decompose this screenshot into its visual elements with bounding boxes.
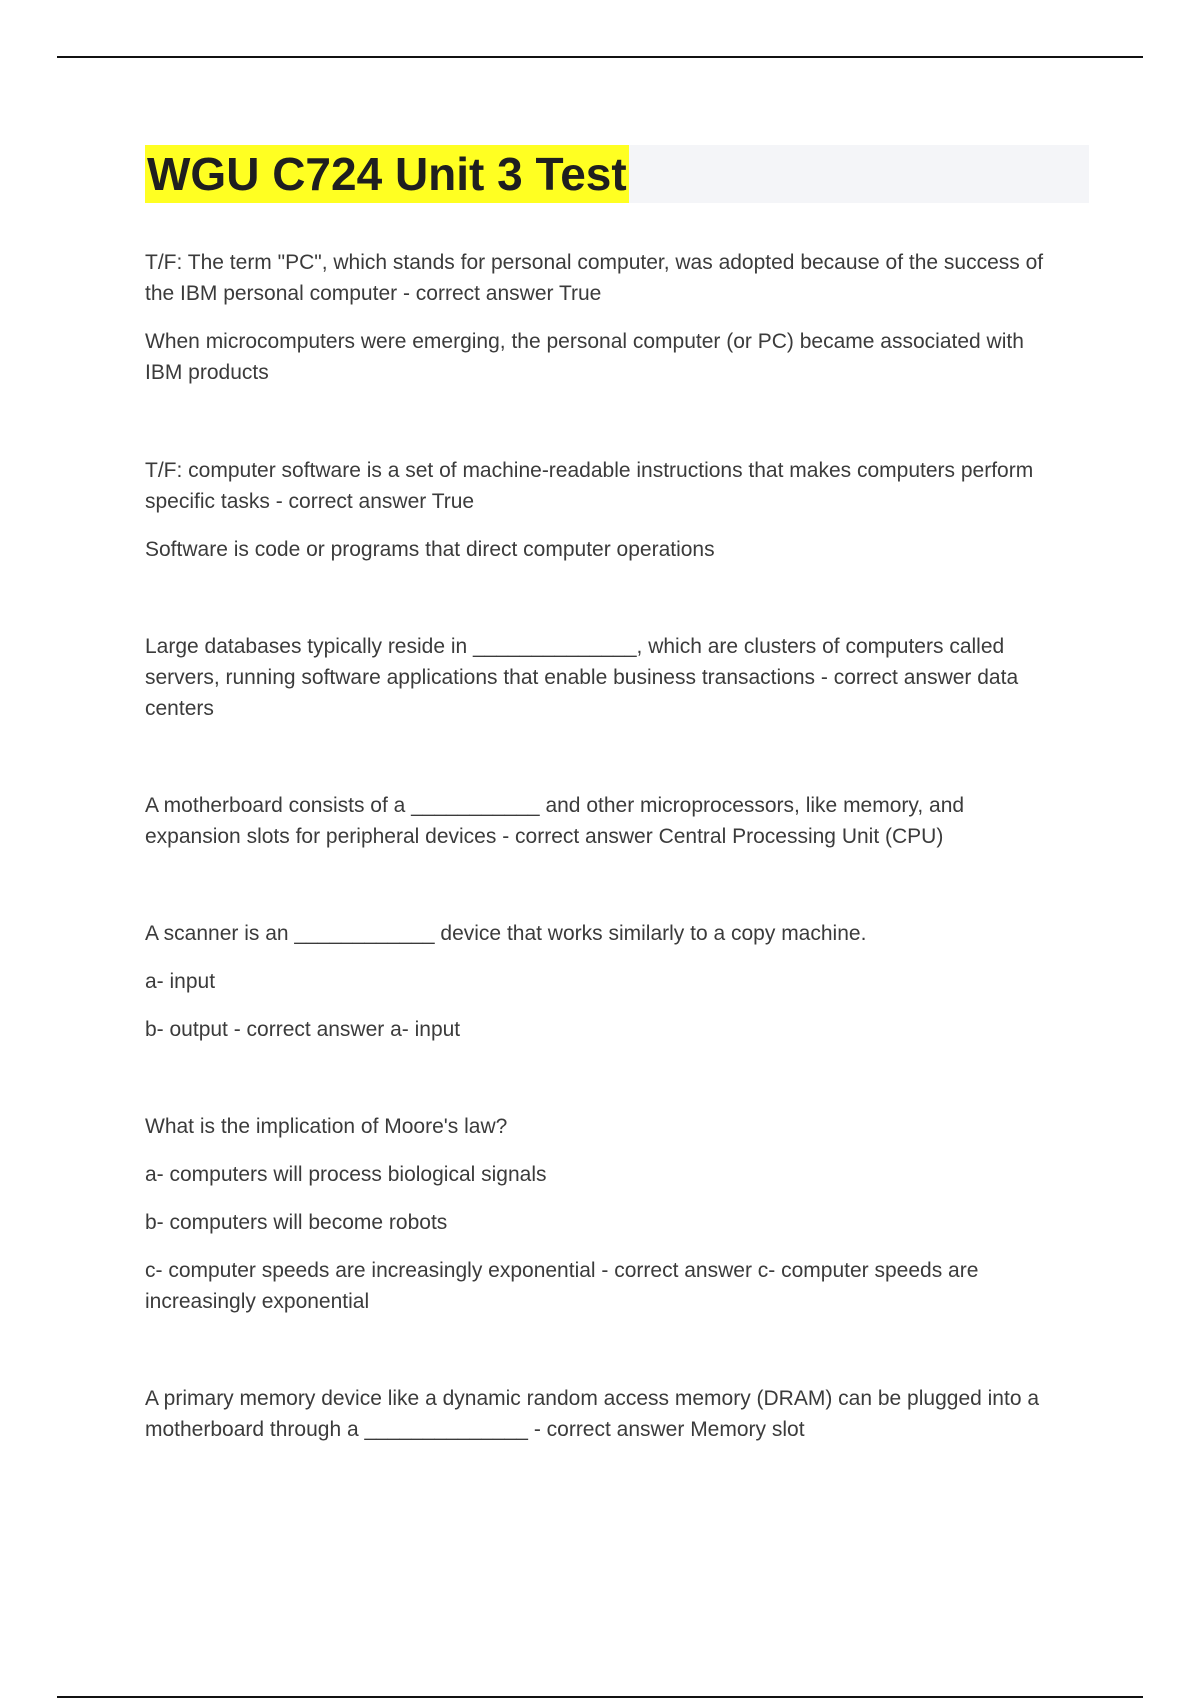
explanation-line: Software is code or programs that direct computer operations <box>145 538 715 561</box>
option-line: c- computer speeds are increasingly exponential - correct answer c- computer speeds are <box>145 1259 979 1282</box>
question-line: centers <box>145 697 214 720</box>
page-title: WGU C724 Unit 3 Test <box>145 145 629 203</box>
question-item <box>145 247 1095 388</box>
option-line: b- output - correct answer a- input <box>145 1018 461 1041</box>
option-line: b- computers will become robots <box>145 1211 448 1234</box>
question-item <box>145 790 1095 852</box>
question-line: Large databases typically reside in ______________, which are clusters of computers called <box>145 635 1005 658</box>
question-line: servers, running software applications that enable business transactions - correct answer data <box>145 666 1019 689</box>
question-item <box>145 1111 1095 1317</box>
question-line: T/F: computer software is a set of machine-readable instructions that makes computers perform <box>145 459 1034 482</box>
bottom-rule <box>57 1696 1143 1698</box>
question-line: motherboard through a ______________ - correct answer Memory slot <box>145 1418 805 1441</box>
explanation-line: IBM products <box>145 361 269 384</box>
question-line: specific tasks - correct answer True <box>145 490 475 513</box>
option-line: a- input <box>145 970 216 993</box>
option-line: increasingly exponential <box>145 1290 370 1313</box>
question-line: A primary memory device like a dynamic random access memory (DRAM) can be plugged into a <box>145 1387 1040 1410</box>
question-item <box>145 1383 1095 1445</box>
question-line: A scanner is an ____________ device that works similarly to a copy machine. <box>145 922 867 945</box>
question-line: expansion slots for peripheral devices - correct answer Central Processing Unit (CPU) <box>145 825 944 848</box>
question-line: What is the implication of Moore's law? <box>145 1115 508 1138</box>
question-item <box>145 455 1095 565</box>
top-rule <box>57 56 1143 58</box>
option-line: a- computers will process biological signals <box>145 1163 547 1186</box>
explanation-line: When microcomputers were emerging, the personal computer (or PC) became associated with <box>145 330 1024 353</box>
question-item <box>145 918 1095 1045</box>
question-line: A motherboard consists of a ___________ and other microprocessors, like memory, and <box>145 794 965 817</box>
question-line: T/F: The term "PC", which stands for personal computer, was adopted because of the success of <box>145 251 1044 274</box>
question-item <box>145 631 1095 724</box>
document-body <box>145 247 1095 1445</box>
question-line: the IBM personal computer - correct answer True <box>145 282 602 305</box>
